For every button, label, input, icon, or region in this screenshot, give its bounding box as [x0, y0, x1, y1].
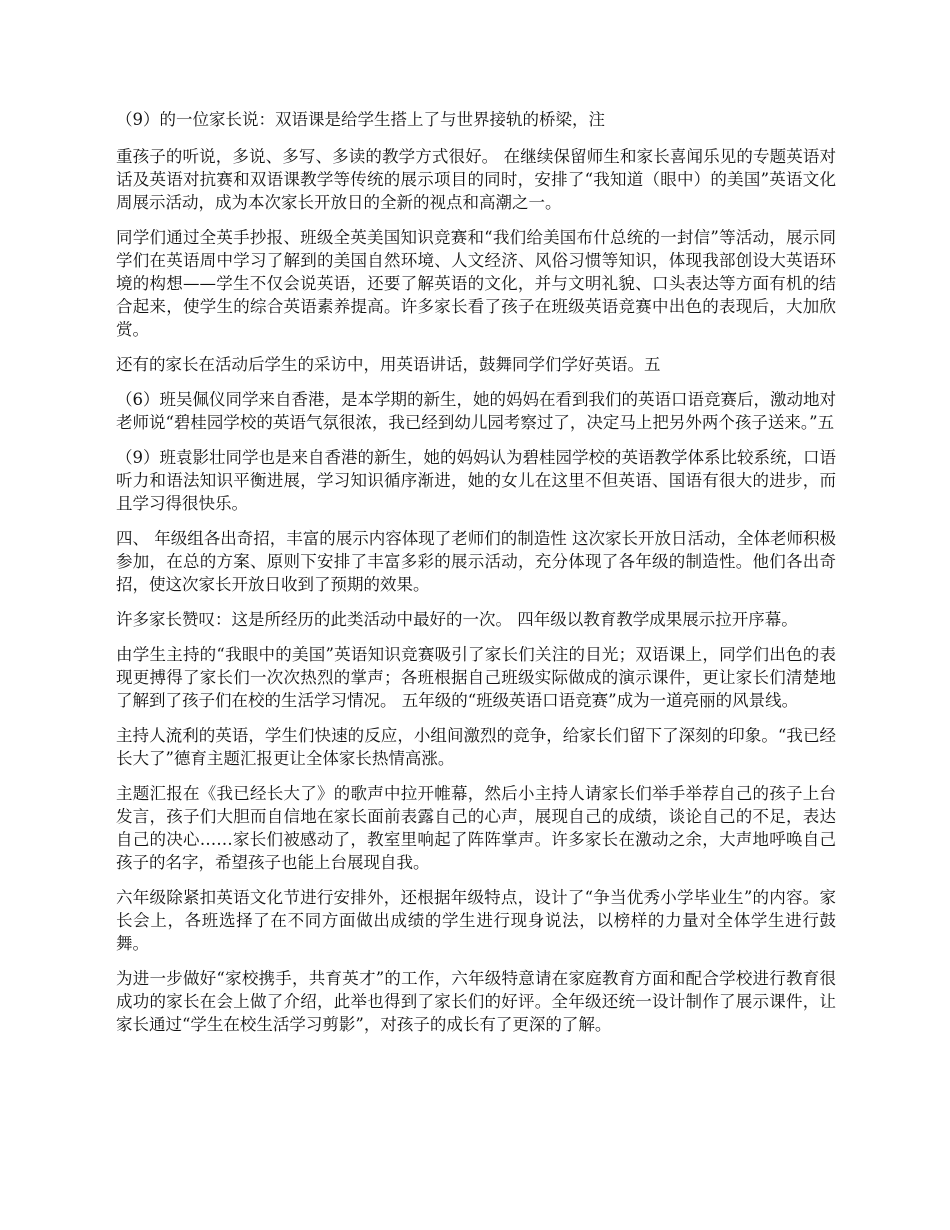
paragraph-12: 六年级除紧扣英语文化节进行安排外，还根据年级特点，设计了“争当优秀小学毕业生”的内容。家长会上，各班选择了在不同方面做出成绩的学生进行现身说法，以榜样的力量对全体学生进行鼓舞。 — [116, 888, 836, 953]
paragraph-13: 为进一步做好“家校携手，共育英才”的工作，六年级特意请在家庭教育方面和配合学校进行教育很成功的家长在会上做了介绍，此举也得到了家长们的好评。全年级还统一设计制作了展示课件，让家长通过“学生在校生活学习剪影”，对孩子的成长有了更深的了解。 — [116, 969, 836, 1034]
paragraph-1: （9）的一位家长说：双语课是给学生搭上了与世界接轨的桥梁，注 — [116, 110, 605, 129]
paragraph-10: 主持人流利的英语，学生们快速的反应，小组间激烈的竞争，给家长们留下了深刻的印象。“我已经长大了”德育主题汇报更让全体家长热情高涨。 — [116, 726, 836, 768]
paragraph-3: 同学们通过全英手抄报、班级全英美国知识竞赛和“我们给美国布什总统的一封信”等活动，展示同学们在英语周中学习了解到的美国自然环境、人文经济、风俗习惯等知识，体现我部创设大英语环境的构想——学生不仅会说英语，还要了解英语的文化，并与文明礼貌、口头表达等方面有机的结合起来，使学生的综合英语素养提高。许多家长看了孩子在班级英语竞赛中出色的表现后，大加欣赏。 — [116, 228, 836, 339]
paragraph-5: （6）班吴佩仪同学来自香港，是本学期的新生，她的妈妈在看到我们的英语口语竞赛后，激动地对老师说“碧桂园学校的英语气氛很浓，我已经到幼儿园考察过了，决定马上把另外两个孩子送来。”五 — [116, 390, 836, 432]
paragraph-4: 还有的家长在活动后学生的采访中，用英语讲话，鼓舞同学们学好英语。五 — [116, 355, 661, 374]
paragraph-2: 重孩子的听说，多说、多写、多读的教学方式很好。 在继续保留师生和家长喜闻乐见的专题英语对话及英语对抗赛和双语课教学等传统的展示项目的同时，安排了“我知道（眼中）的美国”英语文化周展示活动，成为本次家长开放日的全新的视点和高潮之一。 — [116, 147, 836, 212]
paragraph-11: 主题汇报在《我已经长大了》的歌声中拉开帷幕，然后小主持人请家长们举手举荐自己的孩子上台发言，孩子们大胆而自信地在家长面前表露自己的心声，展现自己的成绩，谈论自己的不足，表达自己的决心……家长们被感动了，教室里响起了阵阵掌声。许多家长在激动之余，大声地呼唤自己孩子的名字，希望孩子也能上台展现自我。 — [116, 784, 836, 872]
paragraph-9: 由学生主持的“我眼中的美国”英语知识竞赛吸引了家长们关注的目光；双语课上，同学们出色的表现更搏得了家长们一次次热烈的掌声；各班根据自己班级实际做成的演示课件，更让家长们清楚地了解到了孩子们在校的生活学习情况。 五年级的“班级英语口语竞赛”成为一道亮丽的风景线。 — [116, 645, 836, 710]
paragraph-6: （9）班袁影壮同学也是来自香港的新生，她的妈妈认为碧桂园学校的英语教学体系比较系统，口语听力和语法知识平衡进展，学习知识循序渐进，她的女儿在这里不但英语、国语有很大的进步，而且学习得很快乐。 — [116, 448, 836, 513]
paragraph-8: 许多家长赞叹：这是所经历的此类活动中最好的一次。 四年级以教育教学成果展示拉开序幕。 — [116, 610, 798, 629]
paragraph-7: 四、 年级组各出奇招，丰富的展示内容体现了老师们的制造性 这次家长开放日活动，全体老师积极参加，在总的方案、原则下安排了丰富多彩的展示活动，充分体现了各年级的制造性。他们各出奇招，使这次家长开放日收到了预期的效果。 — [116, 529, 836, 594]
